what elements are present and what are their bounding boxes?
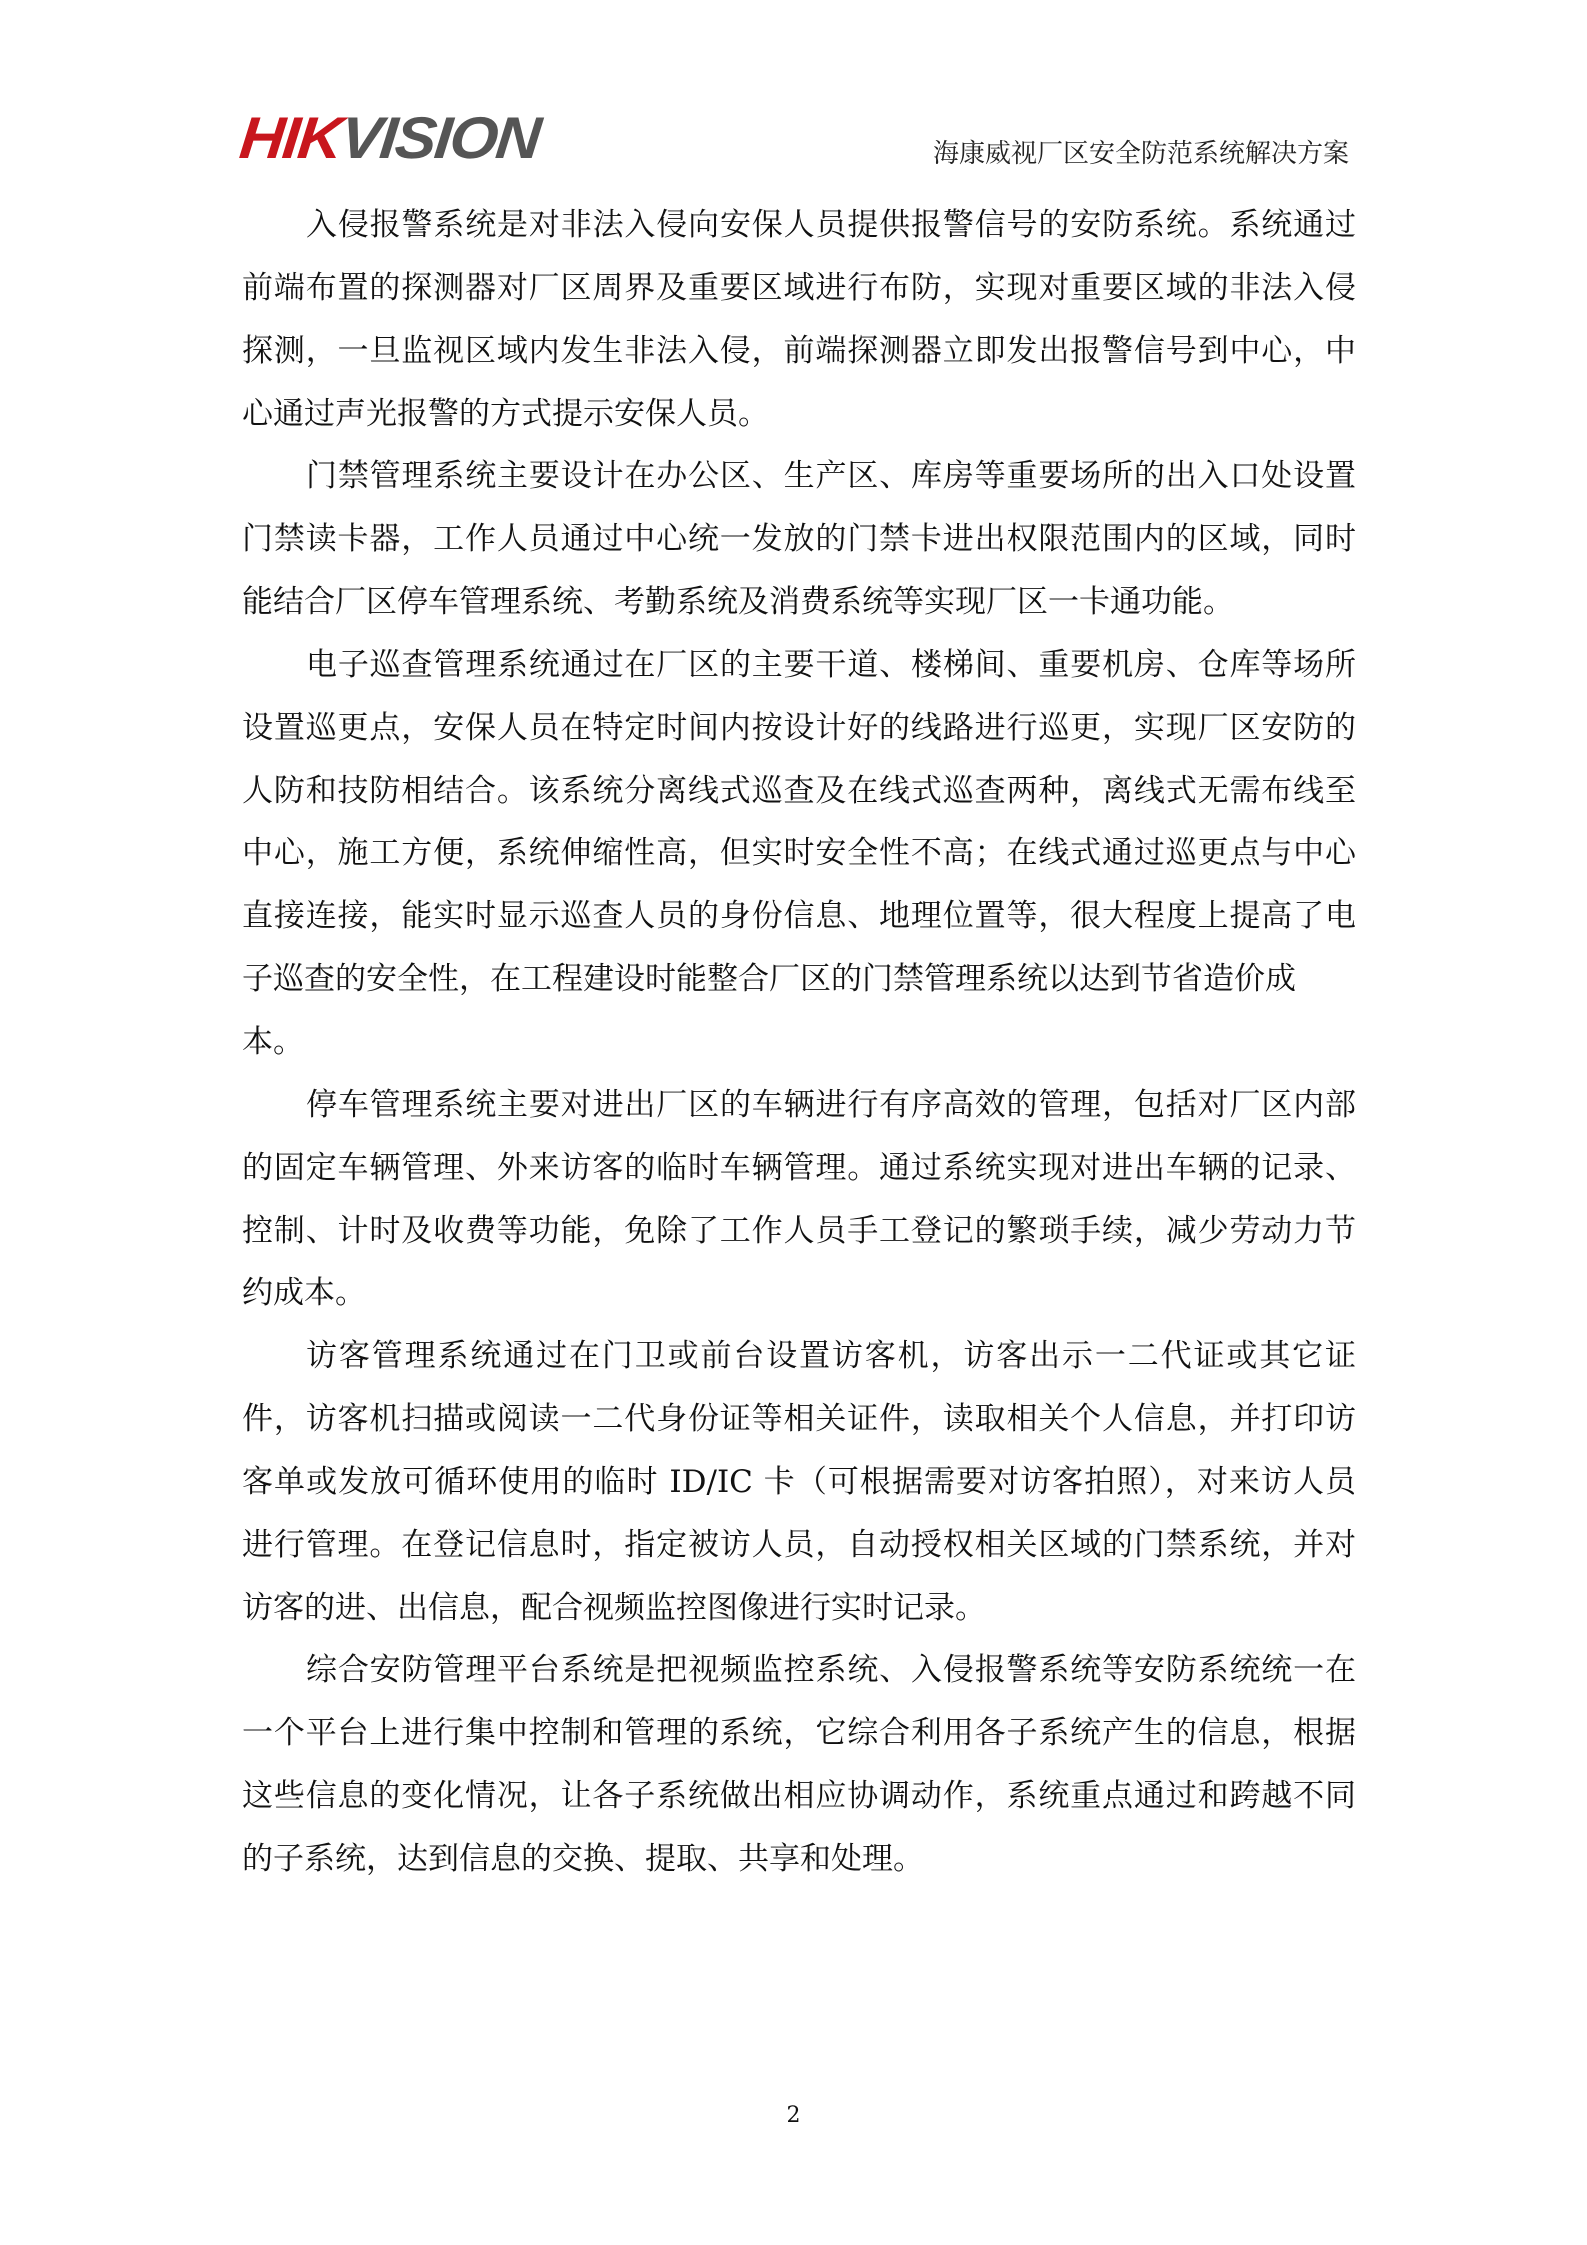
text-line: 设置巡更点，安保人员在特定时间内按设计好的线路进行巡更，实现厂区安防的	[242, 709, 1356, 746]
text-line: 本。	[242, 1023, 304, 1060]
paragraph	[242, 445, 1356, 634]
text-line: 门禁读卡器，工作人员通过中心统一发放的门禁卡进出权限范围内的区域，同时	[242, 521, 1356, 558]
text-line: 一个平台上进行集中控制和管理的系统，它综合利用各子系统产生的信息，根据	[242, 1715, 1356, 1752]
text-line: 综合安防管理平台系统是把视频监控系统、入侵报警系统等安防系统统一在	[306, 1652, 1356, 1689]
text-line: 的子系统，达到信息的交换、提取、共享和处理。	[242, 1840, 924, 1877]
text-line: 客单或发放可循环使用的临时 ID/IC 卡（可根据需要对访客拍照），对来访人员	[242, 1463, 1356, 1500]
text-line: 控制、计时及收费等功能，免除了工作人员手工登记的繁琐手续，减少劳动力节	[242, 1212, 1356, 1249]
text-line: 探测，一旦监视区域内发生非法入侵，前端探测器立即发出报警信号到中心，中	[242, 332, 1356, 369]
text-line: 停车管理系统主要对进出厂区的车辆进行有序高效的管理，包括对厂区内部	[306, 1086, 1356, 1123]
paragraph	[242, 194, 1356, 445]
text-line: 能结合厂区停车管理系统、考勤系统及消费系统等实现厂区一卡通功能。	[242, 584, 1234, 621]
text-line: 门禁管理系统主要设计在办公区、生产区、库房等重要场所的出入口处设置	[306, 458, 1356, 495]
paragraph	[242, 1325, 1356, 1639]
text-line: 件，访客机扫描或阅读一二代身份证等相关证件，读取相关个人信息，并打印访	[242, 1401, 1356, 1438]
text-line: 子巡查的安全性，在工程建设时能整合厂区的门禁管理系统以达到节省造价成	[242, 961, 1296, 998]
hikvision-logo	[236, 105, 543, 172]
paragraph	[242, 1639, 1356, 1890]
text-line: 访客的进、出信息，配合视频监控图像进行实时记录。	[242, 1589, 986, 1626]
text-line: 的固定车辆管理、外来访客的临时车辆管理。通过系统实现对进出车辆的记录、	[242, 1149, 1356, 1186]
logo-vision: VISION	[337, 105, 543, 172]
text-line: 约成本。	[242, 1275, 366, 1312]
paragraph	[242, 1074, 1356, 1325]
text-line: 前端布置的探测器对厂区周界及重要区域进行布防，实现对重要区域的非法入侵	[242, 269, 1356, 306]
text-line: 人防和技防相结合。该系统分离线式巡查及在线式巡查两种，离线式无需布线至	[242, 772, 1356, 809]
document-title: 海康威视厂区安全防范系统解决方案	[932, 139, 1349, 169]
paragraph	[242, 634, 1356, 1074]
text-line: 这些信息的变化情况，让各子系统做出相应协调动作，系统重点通过和跨越不同	[242, 1778, 1356, 1815]
text-line: 访客管理系统通过在门卫或前台设置访客机，访客出示一二代证或其它证	[306, 1338, 1356, 1375]
text-line: 入侵报警系统是对非法入侵向安保人员提供报警信号的安防系统。系统通过	[306, 207, 1356, 243]
page-number: 2	[786, 2103, 801, 2128]
text-line: 直接连接，能实时显示巡查人员的身份信息、地理位置等，很大程度上提高了电	[242, 898, 1356, 935]
text-line: 电子巡查管理系统通过在厂区的主要干道、楼梯间、重要机房、仓库等场所	[306, 646, 1356, 683]
text-line: 心通过声光报警的方式提示安保人员。	[242, 395, 769, 432]
document-body	[242, 194, 1356, 1891]
logo-hik: HIK	[236, 105, 345, 172]
text-line: 进行管理。在登记信息时，指定被访人员，自动授权相关区域的门禁系统，并对	[242, 1526, 1356, 1563]
text-line: 中心，施工方便，系统伸缩性高，但实时安全性不高；在线式通过巡更点与中心	[242, 835, 1356, 872]
